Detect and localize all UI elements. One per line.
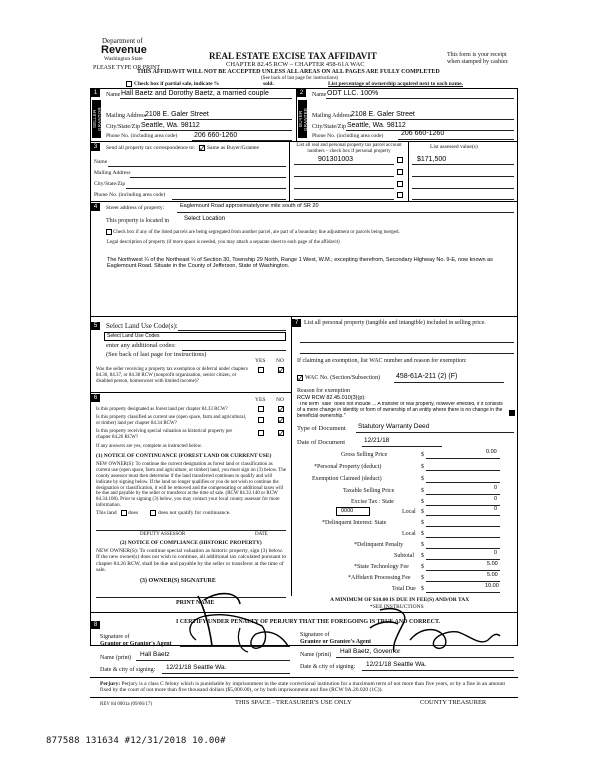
currency-sign: $ [421, 542, 424, 548]
buyer-name-label: Name [312, 92, 327, 98]
parcel-header: List all real and personal property tax parcel account numbers – check box if personal property [296, 143, 402, 154]
seller-mailing-field[interactable]: 2108 E. Galer Street [145, 111, 209, 118]
wac-checkbox[interactable]: ✓ [297, 374, 304, 383]
doc-type-field[interactable]: Statutory Warranty Deed [358, 423, 430, 430]
corr-name-label: Name [94, 159, 108, 165]
buyer-side-label: BUYER GRANTEE [298, 100, 307, 138]
please-type: PLEASE TYPE OR PRINT [93, 65, 161, 71]
same-as-buyer-checkbox[interactable]: ✓ [199, 144, 206, 153]
corr-mailing-label: Mailing Address [94, 170, 131, 176]
buyer-mailing-field[interactable]: 2108 E. Galer Street [351, 111, 415, 118]
no-header-6: NO [276, 397, 284, 403]
section-6-badge: 6 [91, 394, 100, 402]
current-use-question: Is this property classified as current use (open space, farm and agricultural, or timber) land per chapter 84.34 RCW? [96, 415, 247, 426]
deputy-date-label: DATE [255, 532, 268, 537]
taxable-price-field[interactable]: 0 [494, 485, 498, 491]
this-land-label: This land [96, 510, 117, 516]
corr-phone-label: Phone No. (including area code) [94, 192, 166, 198]
land-use-see-back: (See back of last page for instructions) [106, 351, 207, 358]
form-title: REAL ESTATE EXCISE TAX AFFIDAVIT [209, 51, 377, 61]
exemption-question: Was the seller receiving a property tax exemption or deferral under chapters 84.36, 84.37, or 84.38 RCW (nonprofit organization, senior citizen, or disabled person, homeowner with limited income)? [96, 367, 248, 384]
list-percentage-label: List percentage of ownership acquired next to each name. [328, 81, 463, 87]
seller-name-label: Name [106, 92, 121, 98]
currency-sign: $ [421, 575, 424, 581]
currency-sign: $ [421, 564, 424, 570]
notice-continuance-title: (1) NOTICE OF CONTINUANCE (FOREST LAND OR CURRENT USE) [96, 453, 272, 459]
interest-local-label: Local [402, 531, 416, 537]
currency-sign: $ [421, 476, 424, 482]
doc-date-field[interactable]: 12/21/18 [364, 437, 390, 444]
legal-description-label: Legal description of property (if more space is needed, you may attach a separate sheet to each page of the affidavit) [107, 240, 340, 245]
county-treasurer-label: COUNTY TREASURER [420, 699, 487, 706]
personal-property-deduct-label: *Personal Property (deduct) [314, 464, 382, 470]
excise-state-label: Excise Tax : State [351, 499, 394, 505]
doc-date-label: Date of Document [297, 439, 346, 446]
corr-city-label: City/State/Zip [94, 181, 126, 187]
currency-sign: $ [421, 586, 424, 592]
currency-sign: $ [421, 488, 424, 494]
grantor-date-label: Date & city of signing: [100, 667, 156, 673]
tech-fee-field[interactable]: 5.00 [487, 561, 498, 567]
segregated-label: Check box if any of the listed parcels are being segregated from another parcel, are part of a boundary line adjustment or parcels being merged. [113, 230, 400, 235]
currency-sign: $ [421, 520, 424, 526]
buyer-mailing-label: Mailing Address [312, 113, 352, 119]
buyer-phone-field[interactable]: 206 660-1260 [401, 130, 445, 137]
exemption-no-checkbox[interactable]: ✓ [278, 366, 285, 375]
dept-revenue-text: Revenue [101, 44, 147, 56]
wac-number-field[interactable]: 458-61A-211 (2) (F) [396, 373, 458, 380]
seller-phone-field[interactable]: 206 660-1260 [194, 132, 238, 139]
see-instructions-note: *SEE INSTRUCTIONS [370, 604, 424, 610]
currency-sign: $ [421, 499, 424, 505]
assessed-header: List assessed value(s) [430, 144, 478, 150]
receipt-note-1: This form is your receipt [447, 52, 507, 58]
seller-mailing-label: Mailing Address [106, 113, 146, 119]
personal-property-label: List all personal property (tangible and intangible) included in selling price. [304, 320, 486, 326]
partial-sale-label: Check box if partial sale, indicate % [134, 81, 220, 87]
seller-city-label: City/State/Zip [106, 124, 140, 130]
subtotal-field[interactable]: 0 [494, 550, 498, 556]
section-5-badge: 5 [91, 322, 100, 330]
excise-local-label: Local [402, 509, 416, 515]
treasurer-use-only: THIS SPACE - TREASURER'S USE ONLY [235, 699, 352, 706]
print-name-label: PRINT NAME [176, 600, 215, 606]
exemption-claimed-label: Exemption Claimed (deduct) [312, 476, 382, 482]
section-3-badge: 3 [91, 143, 100, 151]
excise-local-field[interactable]: 0 [494, 506, 498, 512]
grantee-name-label: Name (print) [300, 652, 332, 658]
additional-codes-label: enter any additional codes: [106, 342, 176, 349]
no-header-5: NO [276, 358, 284, 364]
currency-sign: $ [421, 531, 424, 537]
currency-sign: $ [421, 509, 424, 515]
does-not-label: does not qualify for continuance. [158, 510, 231, 516]
reason-text-box[interactable]: "The term "sale" does not include ... A transfer of real property, however effected, if it consists of a mere change in identity or form of ownership of an entity where there is no change in the beneficial ownership." [297, 402, 503, 419]
yes-header-5: YES [255, 358, 266, 364]
land-use-label: Select Land Use Code(s): [106, 322, 178, 330]
not-accepted-warning: THIS AFFIDAVIT WILL NOT BE ACCEPTED UNLESS ALL AREAS ON ALL PAGES ARE FULLY COMPLETED [137, 69, 440, 75]
currency-sign: $ [421, 464, 424, 470]
currency-sign: $ [421, 452, 424, 458]
grantee-signature-label-1: Signature of [300, 632, 330, 638]
seller-phone-label: Phone No. (including area code) [106, 133, 178, 139]
any-yes-instructions: If any answers are yes, complete as instructed below. [96, 444, 203, 449]
historic-no-checkbox[interactable]: ✓ [278, 429, 285, 438]
parcel-number-field[interactable]: 901301003 [318, 156, 354, 163]
total-due-label: Total Due [392, 586, 416, 592]
receipt-note-2: when stamped by cashier. [447, 59, 509, 65]
section-1-badge: 1 [91, 89, 100, 97]
subtotal-label: Subtotal [394, 553, 415, 559]
total-due-field[interactable]: 10.00 [485, 583, 499, 589]
current-use-no-checkbox[interactable]: ✓ [278, 416, 285, 425]
seller-name-field[interactable]: Hall Baetz and Dorothy Baetz, a married couple [121, 90, 269, 97]
notice-continuance-body: NEW OWNER(S): To continue the current designation as forest land or classification as current use (open space, farm and agriculture, or timber) land, you must sign on (3) below. The county assessor must then determine if the land transferred continues to qualify and will indicate by signing below. If the land no longer qualifies or you do not wish to continue the designation or classification, it will be removed and the compensating or additional taxes will be due and payable by the seller or transferor at the time of sale. (RCW 84.33.140 or RCW 84.34.108). Prior to signing (3) below, you may contact your local county assessor for more information. [96, 462, 287, 509]
grantee-signature-label-2: Grantee or Grantee's Agent [300, 639, 372, 645]
section-7-badge: 7 [292, 319, 301, 327]
minimum-due-note: A MINIMUM OF $10.00 IS DUE IN FEE(S) AND/OR TAX [330, 597, 470, 603]
send-correspondence-label: Send all property tax correspondence to: [106, 145, 196, 151]
forest-no-checkbox[interactable]: ✓ [278, 405, 285, 414]
notice-compliance-title: (2) NOTICE OF COMPLIANCE (HISTORIC PROPERTY) [120, 540, 262, 546]
does-label: does [128, 510, 139, 516]
notice-compliance-body: NEW OWNER(S): To continue special valuation as historic property, sign (3) below. If the new owner(s) does not wish to continue, all additional tax calculated pursuant to chapter 84.26 RCW, shall be due and payable by the seller or transferor at the time of sale. [96, 548, 287, 574]
form-chapter: CHAPTER 82.45 RCW – CHAPTER 458-61A WAC [226, 61, 365, 68]
reason-label: Reason for exemption [297, 388, 350, 394]
wac-label: WAC No. (Section/Subsection) [305, 375, 381, 381]
gross-price-label: Gross Selling Price [341, 452, 388, 458]
sold-label: sold. [263, 81, 274, 87]
gross-price-field[interactable]: 0.00 [486, 449, 497, 455]
excise-state-field[interactable]: 0 [494, 496, 498, 502]
certify-statement: I CERTIFY UNDER PENALTY OF PERJURY THAT THE FOREGOING IS TRUE AND CORRECT. [176, 619, 441, 625]
forest-question: Is this property designated as forest land per chapter 84.33 RCW? [96, 407, 228, 412]
buyer-city-label: City/State/Zip [312, 124, 346, 130]
grantee-name-field[interactable]: Hall Baetz, Governor [340, 648, 401, 655]
assessed-value-field[interactable]: $171,500 [417, 156, 447, 163]
dept-state-text: Washington State [104, 56, 143, 62]
section-2-badge: 2 [297, 89, 306, 97]
perjury-warning: Perjury: Perjury is a class C felony which is punishable by imprisonment in the state correctional institution for a maximum term of not more than five years, or by a fine in an amount fixed by the court of not more than five thousand dollars ($5,000.00), or by both imprisonment and fine (RCW 9A.20.020 (1C)). [100, 681, 506, 694]
grantee-date-field[interactable]: 12/21/18 Seattle Wa. [366, 661, 427, 668]
see-back-note: (See back of last page for instructions) [261, 76, 339, 81]
buyer-name-field[interactable]: ODT LLC. 100% [327, 90, 379, 97]
grantor-signature-label-2: Grantor or Grantor's Agent [100, 641, 172, 647]
historic-question: Is this property receiving special valuation as historical property per chapter 84.26 RCW? [96, 429, 233, 440]
same-as-buyer-label: Same as Buyer/Grantee [207, 145, 259, 151]
street-address-field[interactable]: Eaglemount Road approximatelyone mile south of SR 20 [180, 203, 319, 209]
grantor-signature-label-1: Signature of [100, 634, 130, 640]
yes-header-6: YES [255, 397, 266, 403]
deputy-assessor-label: DEPUTY ASSESSOR [140, 532, 186, 537]
taxable-price-label: Taxable Selling Price [343, 488, 395, 494]
located-in-select[interactable]: Select Location [184, 216, 226, 222]
section-8-badge: 8 [91, 621, 100, 629]
grantee-date-label: Date & city of signing: [300, 664, 356, 670]
legal-description-field[interactable]: The Northwest ¼ of the Northeast ¼ of Section 30, Township 29 North, Range 1 West, W.M.; excepting therefrom, Secondary Highway No. 9-E, now known as Eaglemount Road. Situate in the County of Jefferson, State of Washington. [107, 257, 493, 270]
buyer-phone-label: Phone No. (including area code) [312, 133, 384, 139]
interest-state-label: *Delinquent Interest: State [322, 520, 387, 526]
seller-city-field[interactable]: Seattle, Wa. 98112 [141, 122, 200, 129]
processing-fee-label: *Affidavit Processing Fee [348, 575, 411, 581]
land-use-select[interactable]: Select Land Use Codes [104, 332, 286, 341]
grantor-date-field[interactable]: 12/21/18 Seattle Wa. [166, 664, 227, 671]
owner-signature-label: (3) OWNER(S) SIGNATURE [140, 578, 216, 584]
penalty-label: *Delinquent Penalty [354, 542, 404, 548]
treasurer-stamp: 877588 131634 #12/31/2018 10.00# [46, 736, 226, 746]
rev-number: REV 84 0001a (09/06/17) [100, 702, 152, 707]
seller-side-label: SELLER GRANTOR [92, 100, 101, 138]
section-4-badge: 4 [91, 203, 100, 211]
tech-fee-label: *State Technology Fee [354, 564, 409, 570]
buyer-city-field[interactable]: Seattle, Wa. 98112 [347, 122, 406, 129]
dept-of-text: Department of [102, 37, 143, 45]
street-address-label: Street address of property: [106, 205, 165, 211]
doc-type-label: Type of Document [297, 425, 346, 432]
tax-rate-select[interactable]: 0000 [336, 507, 370, 516]
processing-fee-field[interactable]: 5.00 [487, 572, 498, 578]
grantor-name-label: Name (print) [100, 655, 132, 661]
currency-sign: $ [421, 553, 424, 559]
grantor-name-field[interactable]: Hall Baetz [140, 651, 170, 658]
reason-line-1[interactable]: RCW RCW 82.45.010(3)(p): [297, 395, 366, 401]
claiming-exemption-label: If claiming an exemption, list WAC number and reason for exemption: [297, 358, 467, 364]
located-in-label: This property is located in [106, 218, 169, 224]
